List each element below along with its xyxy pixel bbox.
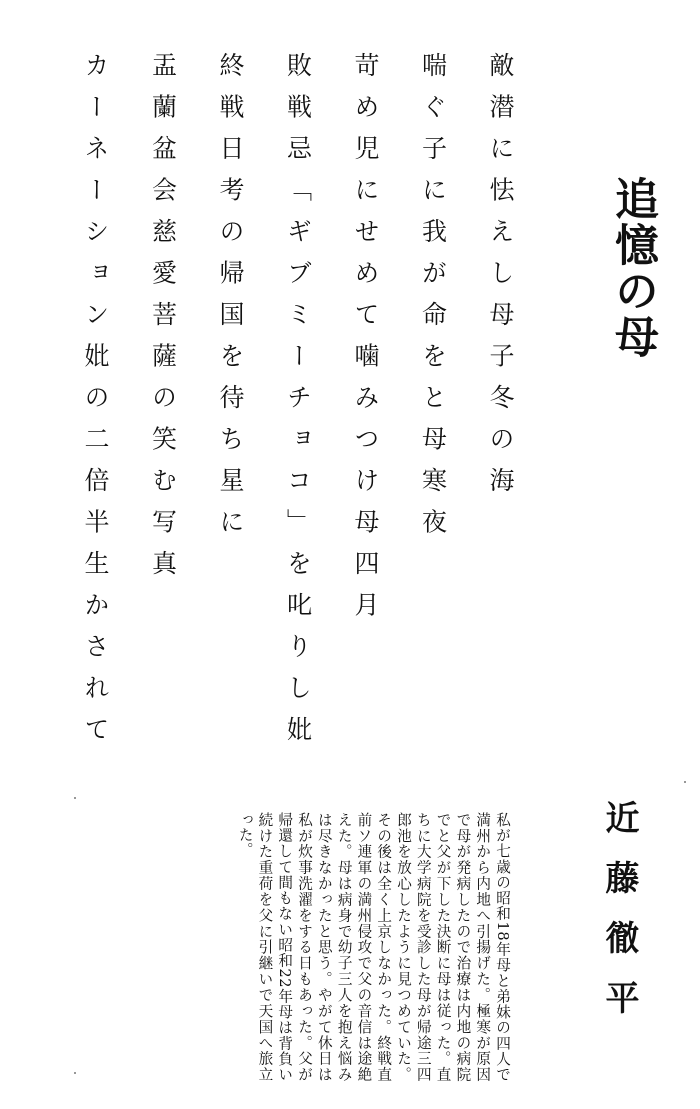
scan-dot [74,1072,76,1074]
scan-dot [74,797,76,799]
haiku-line-5: 終戦日考の帰国を待ち星に [216,52,245,550]
haiku-line-3: 苛め児にせめて噛みつけ母四月 [351,52,380,633]
haiku-list [62,52,535,758]
haiku-line-1: 敵潜に怯えし母子冬の海 [486,52,515,509]
page-title: 追憶の母 [607,176,658,360]
haiku-line-4: 敗戦忌「ギブミーチョコ」を叱りし妣 [283,52,313,758]
haiku-line-6: 盂蘭盆会慈愛菩薩の笑む写真 [148,52,178,592]
author-name: 近藤徹平 [599,800,639,1040]
scan-dot [684,781,686,783]
haiku-line-7: カーネーション妣の二倍半生かされて [81,52,110,758]
haiku-line-2: 喘ぐ子に我が命をと母寒夜 [418,52,448,550]
prose-paragraph: 私が七歳の昭和18年母と弟妹の四人で満州から内地へ引揚げた。極寒が原因で母が発病したので治療は内地の病院でと父が下した決断に母は従った。直ちに大学病院を受診した母が帰途三四郎池を放心したように見つめていた。その後は全く上京しなかった。終戦直前ソ連軍の満州侵攻で父の音信は途絶えた。母は病身で幼子三人を抱え悩みは尽きなかったと思う。やがて休日は私が炊事洗濯をする日もあった。父が帰還して間もない昭和22年母は背負い続けた重荷を父に引継いで天国へ旅立った。 [236,812,511,1082]
